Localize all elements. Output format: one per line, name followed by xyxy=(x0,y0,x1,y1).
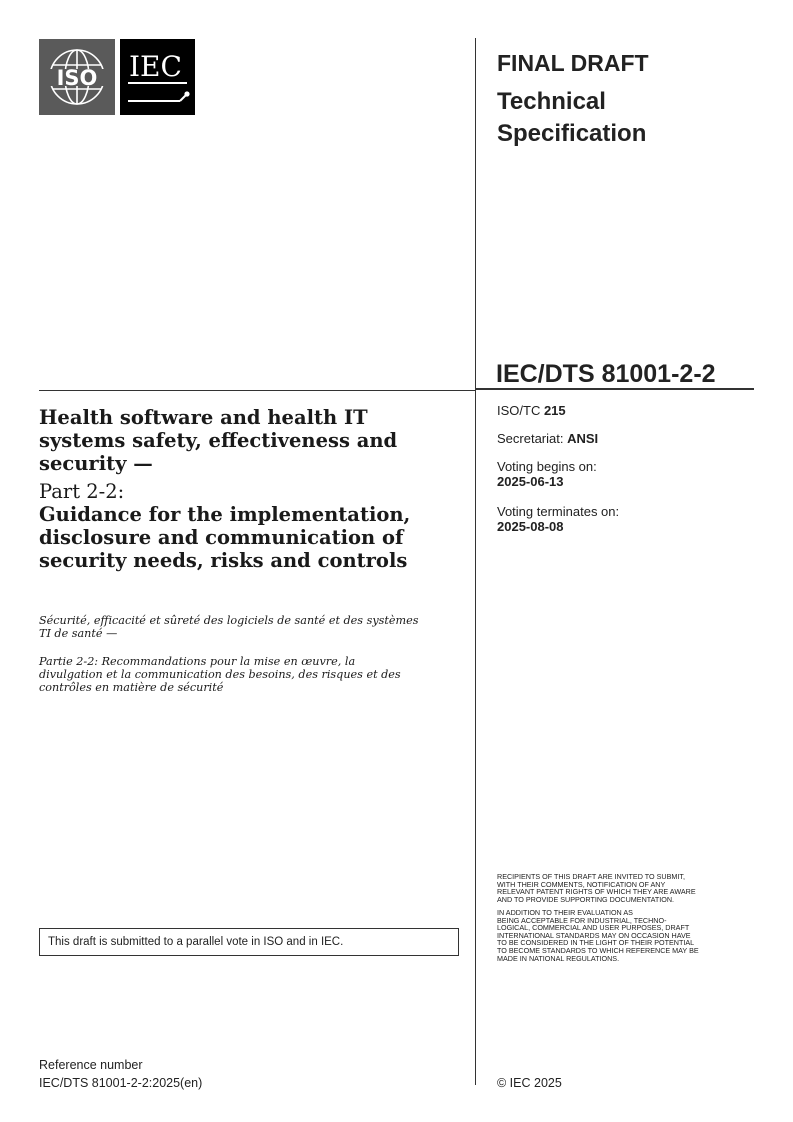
document-type xyxy=(497,86,737,150)
voting-begins-value: 2025-06-13 xyxy=(497,474,564,489)
recipients-notice xyxy=(497,873,752,903)
main-title-line2: systems safety, effectiveness and xyxy=(39,429,398,452)
reference-number-label: Reference number xyxy=(39,1058,143,1072)
recipients-line: AND TO PROVIDE SUPPORTING DOCUMENTATION. xyxy=(497,894,675,904)
iec-logo-text: IEC xyxy=(129,50,182,83)
iso-logo-text: ISO xyxy=(56,66,98,90)
document-number: IEC/DTS 81001-2-2 xyxy=(496,360,716,388)
part-title-line2: disclosure and communication of xyxy=(39,526,404,549)
secretariat-value: ANSI xyxy=(567,431,599,446)
document-type-line2: Specification xyxy=(497,120,647,147)
evaluation-line: LOGICAL, COMMERCIAL AND USER PURPOSES, DRAFT xyxy=(497,923,690,933)
french-main-title-line1: Sécurité, efficacité et sûreté des logiciels de santé et des systèmes xyxy=(39,614,419,627)
iso-logo xyxy=(39,39,115,115)
committee-number: 215 xyxy=(543,403,566,418)
parallel-vote-note: This draft is submitted to a parallel vote in ISO and in IEC. xyxy=(39,928,459,956)
committee xyxy=(497,403,566,418)
french-main-title-line2: TI de santé — xyxy=(39,627,118,640)
part-title-line3: security needs, risks and controls xyxy=(39,549,408,572)
secretariat xyxy=(497,431,598,446)
draft-status: FINAL DRAFT xyxy=(497,50,649,76)
main-title xyxy=(39,406,459,475)
evaluation-line: MADE IN NATIONAL REGULATIONS. xyxy=(497,953,620,963)
french-part-title-line2: divulgation et la communication des besoins, des risques et des xyxy=(39,668,401,681)
part-title-line1: Guidance for the implementation, xyxy=(39,503,411,526)
voting-terminates-value: 2025-08-08 xyxy=(497,519,564,534)
main-title-line3: security — xyxy=(39,452,153,475)
evaluation-notice xyxy=(497,909,752,962)
evaluation-line: TO BECOME STANDARDS TO WHICH REFERENCE MAY BE xyxy=(497,945,699,955)
french-part-title-line3: contrôles en matière de sécurité xyxy=(39,681,224,694)
main-title-line1: Health software and health IT xyxy=(39,406,368,429)
evaluation-line: IN ADDITION TO THEIR EVALUATION AS xyxy=(497,908,633,917)
voting-begins-label: Voting begins on: xyxy=(497,459,597,474)
recipients-line: WITH THEIR COMMENTS, NOTIFICATION OF ANY xyxy=(497,879,666,889)
french-part-title-line1: Partie 2-2: Recommandations pour la mise en œuvre, la xyxy=(39,655,356,668)
recipients-line: RECIPIENTS OF THIS DRAFT ARE INVITED TO SUBMIT, xyxy=(497,872,685,881)
column-divider xyxy=(475,38,476,1085)
title-rule-left xyxy=(39,390,476,391)
document-type-line1: Technical xyxy=(497,88,606,115)
iso-globe-icon xyxy=(39,39,115,115)
evaluation-line: INTERNATIONAL STANDARDS MAY ON OCCASION HAVE xyxy=(497,930,691,940)
french-main-title xyxy=(39,614,459,640)
evaluation-line: TO BE CONSIDERED IN THE LIGHT OF THEIR POTENTIAL xyxy=(497,938,695,948)
recipients-line: RELEVANT PATENT RIGHTS OF WHICH THEY ARE AWARE xyxy=(497,887,696,897)
copyright: © IEC 2025 xyxy=(497,1076,562,1090)
secretariat-label: Secretariat: xyxy=(497,431,568,446)
voting-terminates-label: Voting terminates on: xyxy=(497,504,620,519)
evaluation-line: BEING ACCEPTABLE FOR INDUSTRIAL, TECHNO- xyxy=(497,915,667,925)
committee-prefix: ISO/TC xyxy=(497,403,544,418)
french-part-title xyxy=(39,655,459,694)
part-label: Part 2-2: xyxy=(39,480,125,503)
iec-logo xyxy=(120,39,195,115)
part-title xyxy=(39,503,469,572)
reference-number-value: IEC/DTS 81001-2-2:2025(en) xyxy=(39,1076,203,1090)
